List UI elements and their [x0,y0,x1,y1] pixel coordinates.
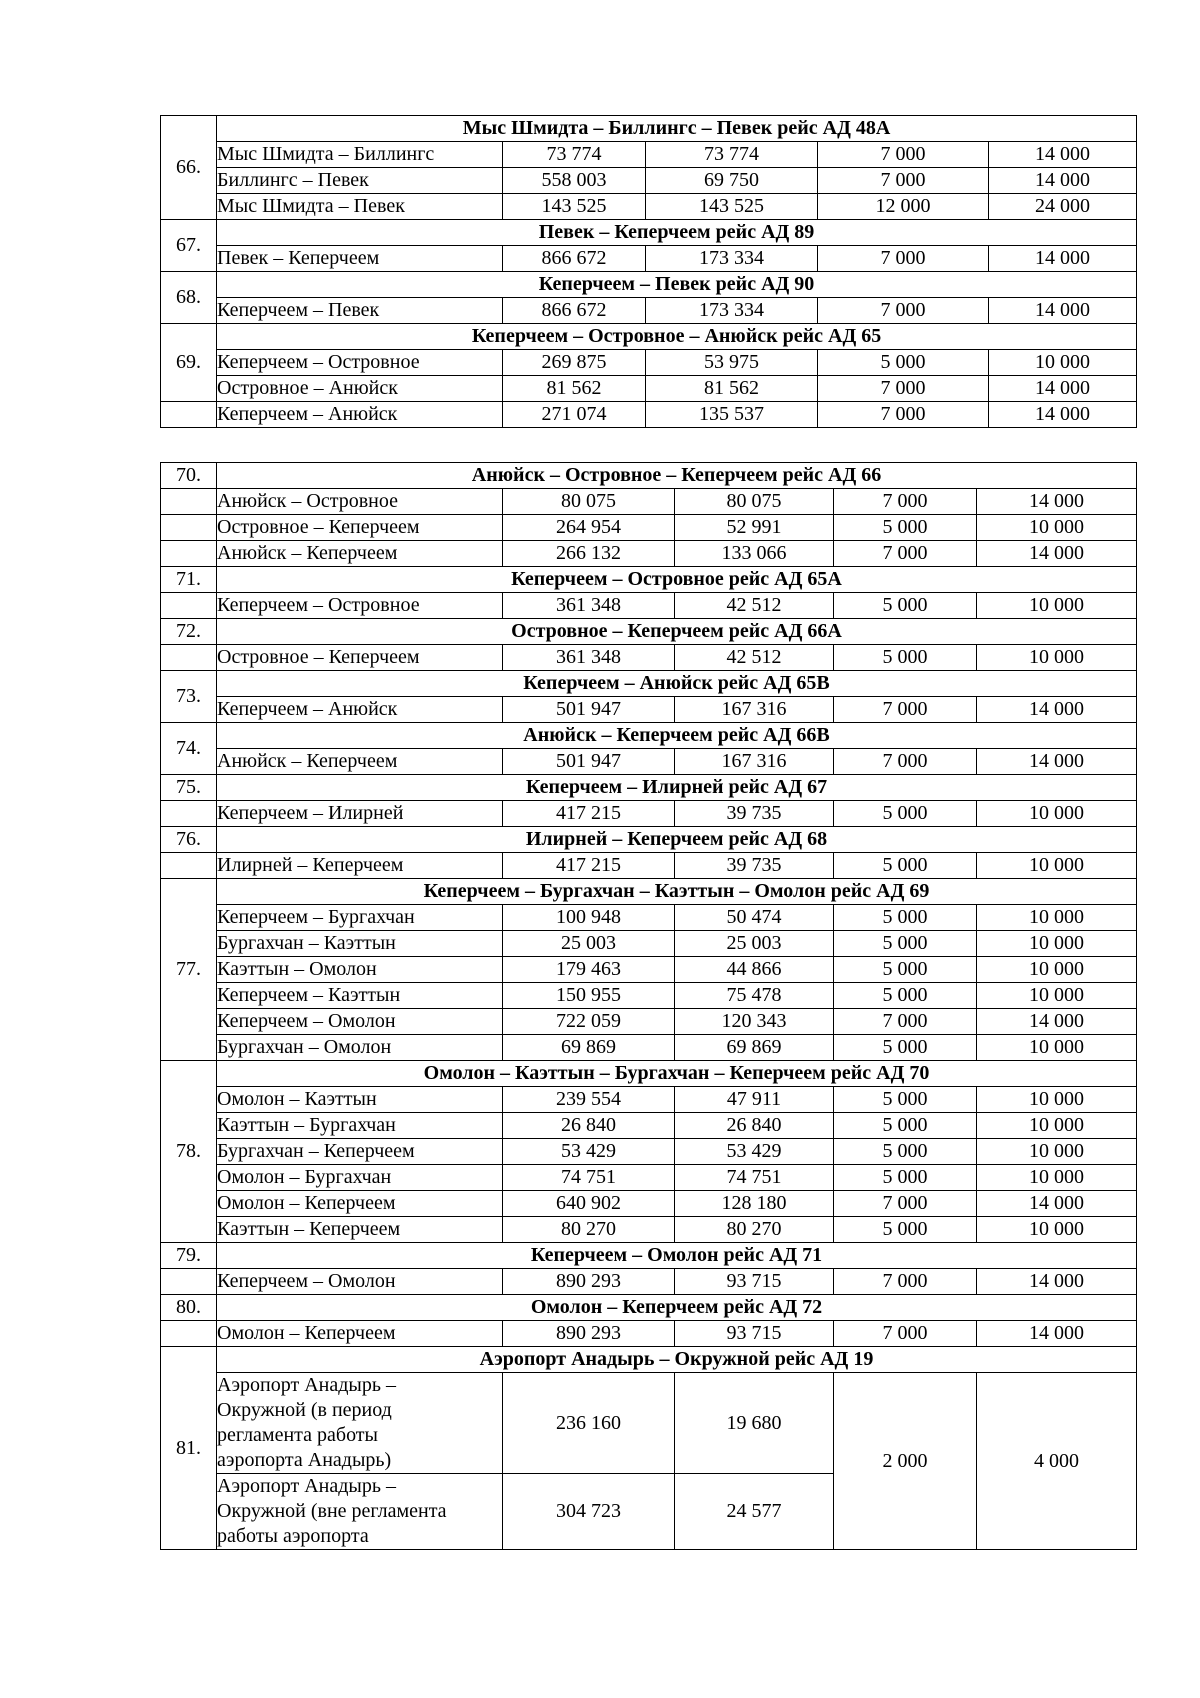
table-row [161,402,1137,428]
group-header-row [161,1295,1137,1321]
table-row [161,1165,1137,1191]
value-3: 5 000 [834,957,977,983]
value-4: 10 000 [977,1165,1137,1191]
value-2: 93 715 [675,1269,834,1295]
value-2: 167 316 [675,749,834,775]
value-2: 69 869 [675,1035,834,1061]
route-group-header: Омолон – Кеперчеем рейс АД 72 [217,1295,1137,1321]
value-4: 10 000 [977,1035,1137,1061]
value-1: 640 902 [503,1191,675,1217]
value-2: 53 429 [675,1139,834,1165]
value-3: 5 000 [834,801,977,827]
value-4: 14 000 [989,142,1137,168]
value-2: 44 866 [675,957,834,983]
route-name: Илирней – Кеперчеем [217,853,503,879]
value-3: 5 000 [834,515,977,541]
route-group-header: Анюйск – Кеперчеем рейс АД 66В [217,723,1137,749]
route-name [217,1373,503,1474]
row-number-empty [161,801,217,827]
row-number-empty [161,402,217,428]
route-name-line: Окружной (вне регламента [217,1500,447,1522]
table-row [161,957,1137,983]
route-name-line: работы аэропорта [217,1525,369,1547]
value-3: 7 000 [818,298,989,324]
value-2: 75 478 [675,983,834,1009]
value-4: 14 000 [977,541,1137,567]
table-row [161,350,1137,376]
value-1: 866 672 [503,298,646,324]
value-2: 173 334 [646,298,818,324]
route-name: Кеперчеем – Омолон [217,1269,503,1295]
value-2: 42 512 [675,593,834,619]
table-row [161,246,1137,272]
route-name: Кеперчеем – Певек [217,298,503,324]
route-name: Анюйск – Кеперчеем [217,749,503,775]
table-row [161,541,1137,567]
value-4: 10 000 [977,853,1137,879]
route-name: Кеперчеем – Островное [217,350,503,376]
table-row [161,593,1137,619]
value-2: 42 512 [675,645,834,671]
group-header-row [161,879,1137,905]
value-3: 7 000 [834,1191,977,1217]
value-3: 5 000 [834,983,977,1009]
row-number-empty [161,541,217,567]
value-4: 24 000 [989,194,1137,220]
route-name-line: Окружной (в период [217,1399,392,1421]
value-3: 5 000 [834,1087,977,1113]
value-4: 14 000 [977,1009,1137,1035]
value-1: 150 955 [503,983,675,1009]
value-3: 5 000 [834,1139,977,1165]
route-group-header: Кеперчеем – Илирней рейс АД 67 [217,775,1137,801]
route-group-header: Кеперчеем – Островное рейс АД 65А [217,567,1137,593]
route-name: Кеперчеем – Островное [217,593,503,619]
group-header-row [161,775,1137,801]
value-3: 7 000 [818,142,989,168]
route-group-header: Кеперчеем – Бургахчан – Каэттын – Омолон рейс АД 69 [217,879,1137,905]
value-1: 74 751 [503,1165,675,1191]
value-2: 93 715 [675,1321,834,1347]
value-2: 80 270 [675,1217,834,1243]
route-name: Каэттын – Бургахчан [217,1113,503,1139]
value-3: 5 000 [834,1035,977,1061]
value-1: 558 003 [503,168,646,194]
tariff-table-part-2 [160,462,1137,1550]
value-1: 179 463 [503,957,675,983]
route-name: Кеперчеем – Илирней [217,801,503,827]
group-header-row [161,671,1137,697]
route-name-line: Аэропорт Анадырь – [217,1475,396,1497]
value-2: 167 316 [675,697,834,723]
route-group-header: Мыс Шмидта – Биллингс – Певек рейс АД 48А [217,116,1137,142]
value-2: 73 774 [646,142,818,168]
group-header-row [161,1243,1137,1269]
value-1: 271 074 [503,402,646,428]
route-name-line: аэропорта Анадырь) [217,1449,392,1471]
route-name: Бургахчан – Кеперчеем [217,1139,503,1165]
value-3: 12 000 [818,194,989,220]
table-row [161,194,1137,220]
row-number-empty [161,853,217,879]
value-4: 10 000 [977,593,1137,619]
value-4: 10 000 [977,983,1137,1009]
value-2: 128 180 [675,1191,834,1217]
route-name-line: регламента работы [217,1424,378,1446]
value-1: 236 160 [503,1373,675,1474]
value-1: 73 774 [503,142,646,168]
value-2: 52 991 [675,515,834,541]
value-4: 10 000 [977,1217,1137,1243]
route-name: Мыс Шмидта – Биллингс [217,142,503,168]
value-3: 5 000 [834,1113,977,1139]
row-number: 77. [161,879,217,1061]
value-2: 74 751 [675,1165,834,1191]
value-3: 5 000 [834,905,977,931]
value-1: 69 869 [503,1035,675,1061]
route-name: Кеперчеем – Анюйск [217,697,503,723]
route-name: Омолон – Каэттын [217,1087,503,1113]
table-row [161,697,1137,723]
value-2: 39 735 [675,853,834,879]
value-1: 501 947 [503,697,675,723]
table-row [161,1087,1137,1113]
value-1: 417 215 [503,801,675,827]
value-4: 14 000 [977,749,1137,775]
value-4: 14 000 [989,376,1137,402]
value-4: 10 000 [977,515,1137,541]
route-group-header: Кеперчеем – Омолон рейс АД 71 [217,1243,1137,1269]
group-header-row [161,324,1137,350]
route-name: Каэттын – Кеперчеем [217,1217,503,1243]
table-row [161,905,1137,931]
value-1: 304 723 [503,1474,675,1550]
table-row [161,515,1137,541]
table-row [161,749,1137,775]
value-3: 7 000 [818,168,989,194]
value-2: 81 562 [646,376,818,402]
group-header-row [161,463,1137,489]
row-number: 70. [161,463,217,489]
table-row [161,142,1137,168]
route-name: Биллингс – Певек [217,168,503,194]
value-1: 890 293 [503,1321,675,1347]
value-1: 417 215 [503,853,675,879]
table-row [161,1035,1137,1061]
route-group-header: Кеперчеем – Анюйск рейс АД 65В [217,671,1137,697]
value-3: 5 000 [834,645,977,671]
value-1: 53 429 [503,1139,675,1165]
value-1: 866 672 [503,246,646,272]
value-2: 19 680 [675,1373,834,1474]
route-group-header: Кеперчеем – Островное – Анюйск рейс АД 65 [217,324,1137,350]
row-number: 78. [161,1061,217,1243]
value-1: 80 075 [503,489,675,515]
route-group-header: Аэропорт Анадырь – Окружной рейс АД 19 [217,1347,1137,1373]
value-4: 10 000 [977,1113,1137,1139]
row-number-empty [161,1321,217,1347]
route-name: Кеперчеем – Анюйск [217,402,503,428]
value-2: 25 003 [675,931,834,957]
value-1: 81 562 [503,376,646,402]
route-name: Омолон – Кеперчеем [217,1321,503,1347]
group-header-row [161,567,1137,593]
value-1: 100 948 [503,905,675,931]
value-3: 7 000 [818,246,989,272]
table-row [161,853,1137,879]
row-number: 68. [161,272,217,324]
value-1: 25 003 [503,931,675,957]
row-number: 66. [161,116,217,220]
value-3: 7 000 [818,402,989,428]
route-name: Певек – Кеперчеем [217,246,503,272]
row-number-empty [161,515,217,541]
route-name: Кеперчеем – Бургахчан [217,905,503,931]
table-row [161,376,1137,402]
row-number-empty [161,593,217,619]
route-group-header: Кеперчеем – Певек рейс АД 90 [217,272,1137,298]
row-number: 74. [161,723,217,775]
value-4: 14 000 [977,697,1137,723]
value-4: 10 000 [977,1087,1137,1113]
table-row [161,1191,1137,1217]
route-name: Мыс Шмидта – Певек [217,194,503,220]
value-1: 266 132 [503,541,675,567]
row-number: 75. [161,775,217,801]
row-number: 69. [161,324,217,402]
value-3: 7 000 [834,1009,977,1035]
value-1: 361 348 [503,645,675,671]
value-4: 10 000 [977,801,1137,827]
tariff-table-part-1 [160,115,1137,428]
group-header-row [161,220,1137,246]
value-2: 143 525 [646,194,818,220]
value-3: 5 000 [834,1165,977,1191]
table-row [161,801,1137,827]
value-3: 7 000 [834,1269,977,1295]
value-2: 53 975 [646,350,818,376]
value-4: 14 000 [977,489,1137,515]
group-header-row [161,619,1137,645]
table-row [161,645,1137,671]
value-4: 14 000 [977,1191,1137,1217]
value-4: 14 000 [977,1321,1137,1347]
route-name: Каэттын – Омолон [217,957,503,983]
value-3: 5 000 [834,853,977,879]
row-number: 72. [161,619,217,645]
table-row [161,1321,1137,1347]
route-name: Островное – Кеперчеем [217,645,503,671]
value-3: 7 000 [834,489,977,515]
value-2: 69 750 [646,168,818,194]
value-1: 361 348 [503,593,675,619]
group-header-row [161,1347,1137,1373]
group-header-row [161,272,1137,298]
row-number: 80. [161,1295,217,1321]
row-number-empty [161,645,217,671]
value-4: 10 000 [977,905,1137,931]
row-number-empty [161,1269,217,1295]
table-row [161,298,1137,324]
value-2: 39 735 [675,801,834,827]
value-2: 135 537 [646,402,818,428]
table-row [161,1269,1137,1295]
value-4: 14 000 [977,1269,1137,1295]
value-1: 501 947 [503,749,675,775]
table-row [161,1113,1137,1139]
table-row [161,1373,1137,1474]
value-1: 264 954 [503,515,675,541]
route-name: Анюйск – Кеперчеем [217,541,503,567]
value-3: 7 000 [834,749,977,775]
value-2: 173 334 [646,246,818,272]
value-4: 14 000 [989,402,1137,428]
value-4: 10 000 [977,957,1137,983]
value-1: 269 875 [503,350,646,376]
value-2: 80 075 [675,489,834,515]
group-header-row [161,827,1137,853]
value-4: 10 000 [977,931,1137,957]
value-4: 4 000 [977,1373,1137,1550]
table-row [161,1217,1137,1243]
group-header-row [161,1061,1137,1087]
route-name: Омолон – Бургахчан [217,1165,503,1191]
value-3: 5 000 [834,1217,977,1243]
value-3: 5 000 [818,350,989,376]
value-1: 722 059 [503,1009,675,1035]
value-3: 7 000 [818,376,989,402]
route-group-header: Островное – Кеперчеем рейс АД 66А [217,619,1137,645]
table-row [161,489,1137,515]
value-3: 2 000 [834,1373,977,1550]
value-4: 10 000 [977,645,1137,671]
value-2: 120 343 [675,1009,834,1035]
table-row [161,1139,1137,1165]
route-name: Кеперчеем – Каэттын [217,983,503,1009]
value-2: 26 840 [675,1113,834,1139]
value-4: 10 000 [977,1139,1137,1165]
row-number: 81. [161,1347,217,1550]
value-2: 133 066 [675,541,834,567]
route-group-header: Илирней – Кеперчеем рейс АД 68 [217,827,1137,853]
route-group-header: Певек – Кеперчеем рейс АД 89 [217,220,1137,246]
table-row [161,168,1137,194]
route-name [217,1474,503,1550]
route-name: Островное – Кеперчеем [217,515,503,541]
value-1: 143 525 [503,194,646,220]
route-name: Анюйск – Островное [217,489,503,515]
row-number: 76. [161,827,217,853]
route-name: Островное – Анюйск [217,376,503,402]
value-2: 50 474 [675,905,834,931]
route-name: Бургахчан – Омолон [217,1035,503,1061]
row-number: 67. [161,220,217,272]
value-4: 10 000 [989,350,1137,376]
value-3: 7 000 [834,697,977,723]
value-4: 14 000 [989,298,1137,324]
table-row [161,983,1137,1009]
value-2: 47 911 [675,1087,834,1113]
route-name-line: Аэропорт Анадырь – [217,1374,396,1396]
route-group-header: Анюйск – Островное – Кеперчеем рейс АД 66 [217,463,1137,489]
route-name: Кеперчеем – Омолон [217,1009,503,1035]
row-number: 71. [161,567,217,593]
value-3: 5 000 [834,931,977,957]
value-3: 7 000 [834,541,977,567]
route-name: Омолон – Кеперчеем [217,1191,503,1217]
group-header-row [161,116,1137,142]
value-3: 5 000 [834,593,977,619]
value-1: 26 840 [503,1113,675,1139]
value-3: 7 000 [834,1321,977,1347]
table-row [161,1009,1137,1035]
table-row [161,931,1137,957]
value-1: 239 554 [503,1087,675,1113]
value-2: 24 577 [675,1474,834,1550]
row-number: 73. [161,671,217,723]
value-4: 14 000 [989,246,1137,272]
group-header-row [161,723,1137,749]
row-number: 79. [161,1243,217,1269]
route-name: Бургахчан – Каэттын [217,931,503,957]
value-1: 890 293 [503,1269,675,1295]
route-group-header: Омолон – Каэттын – Бургахчан – Кеперчеем рейс АД 70 [217,1061,1137,1087]
value-4: 14 000 [989,168,1137,194]
row-number-empty [161,489,217,515]
value-1: 80 270 [503,1217,675,1243]
